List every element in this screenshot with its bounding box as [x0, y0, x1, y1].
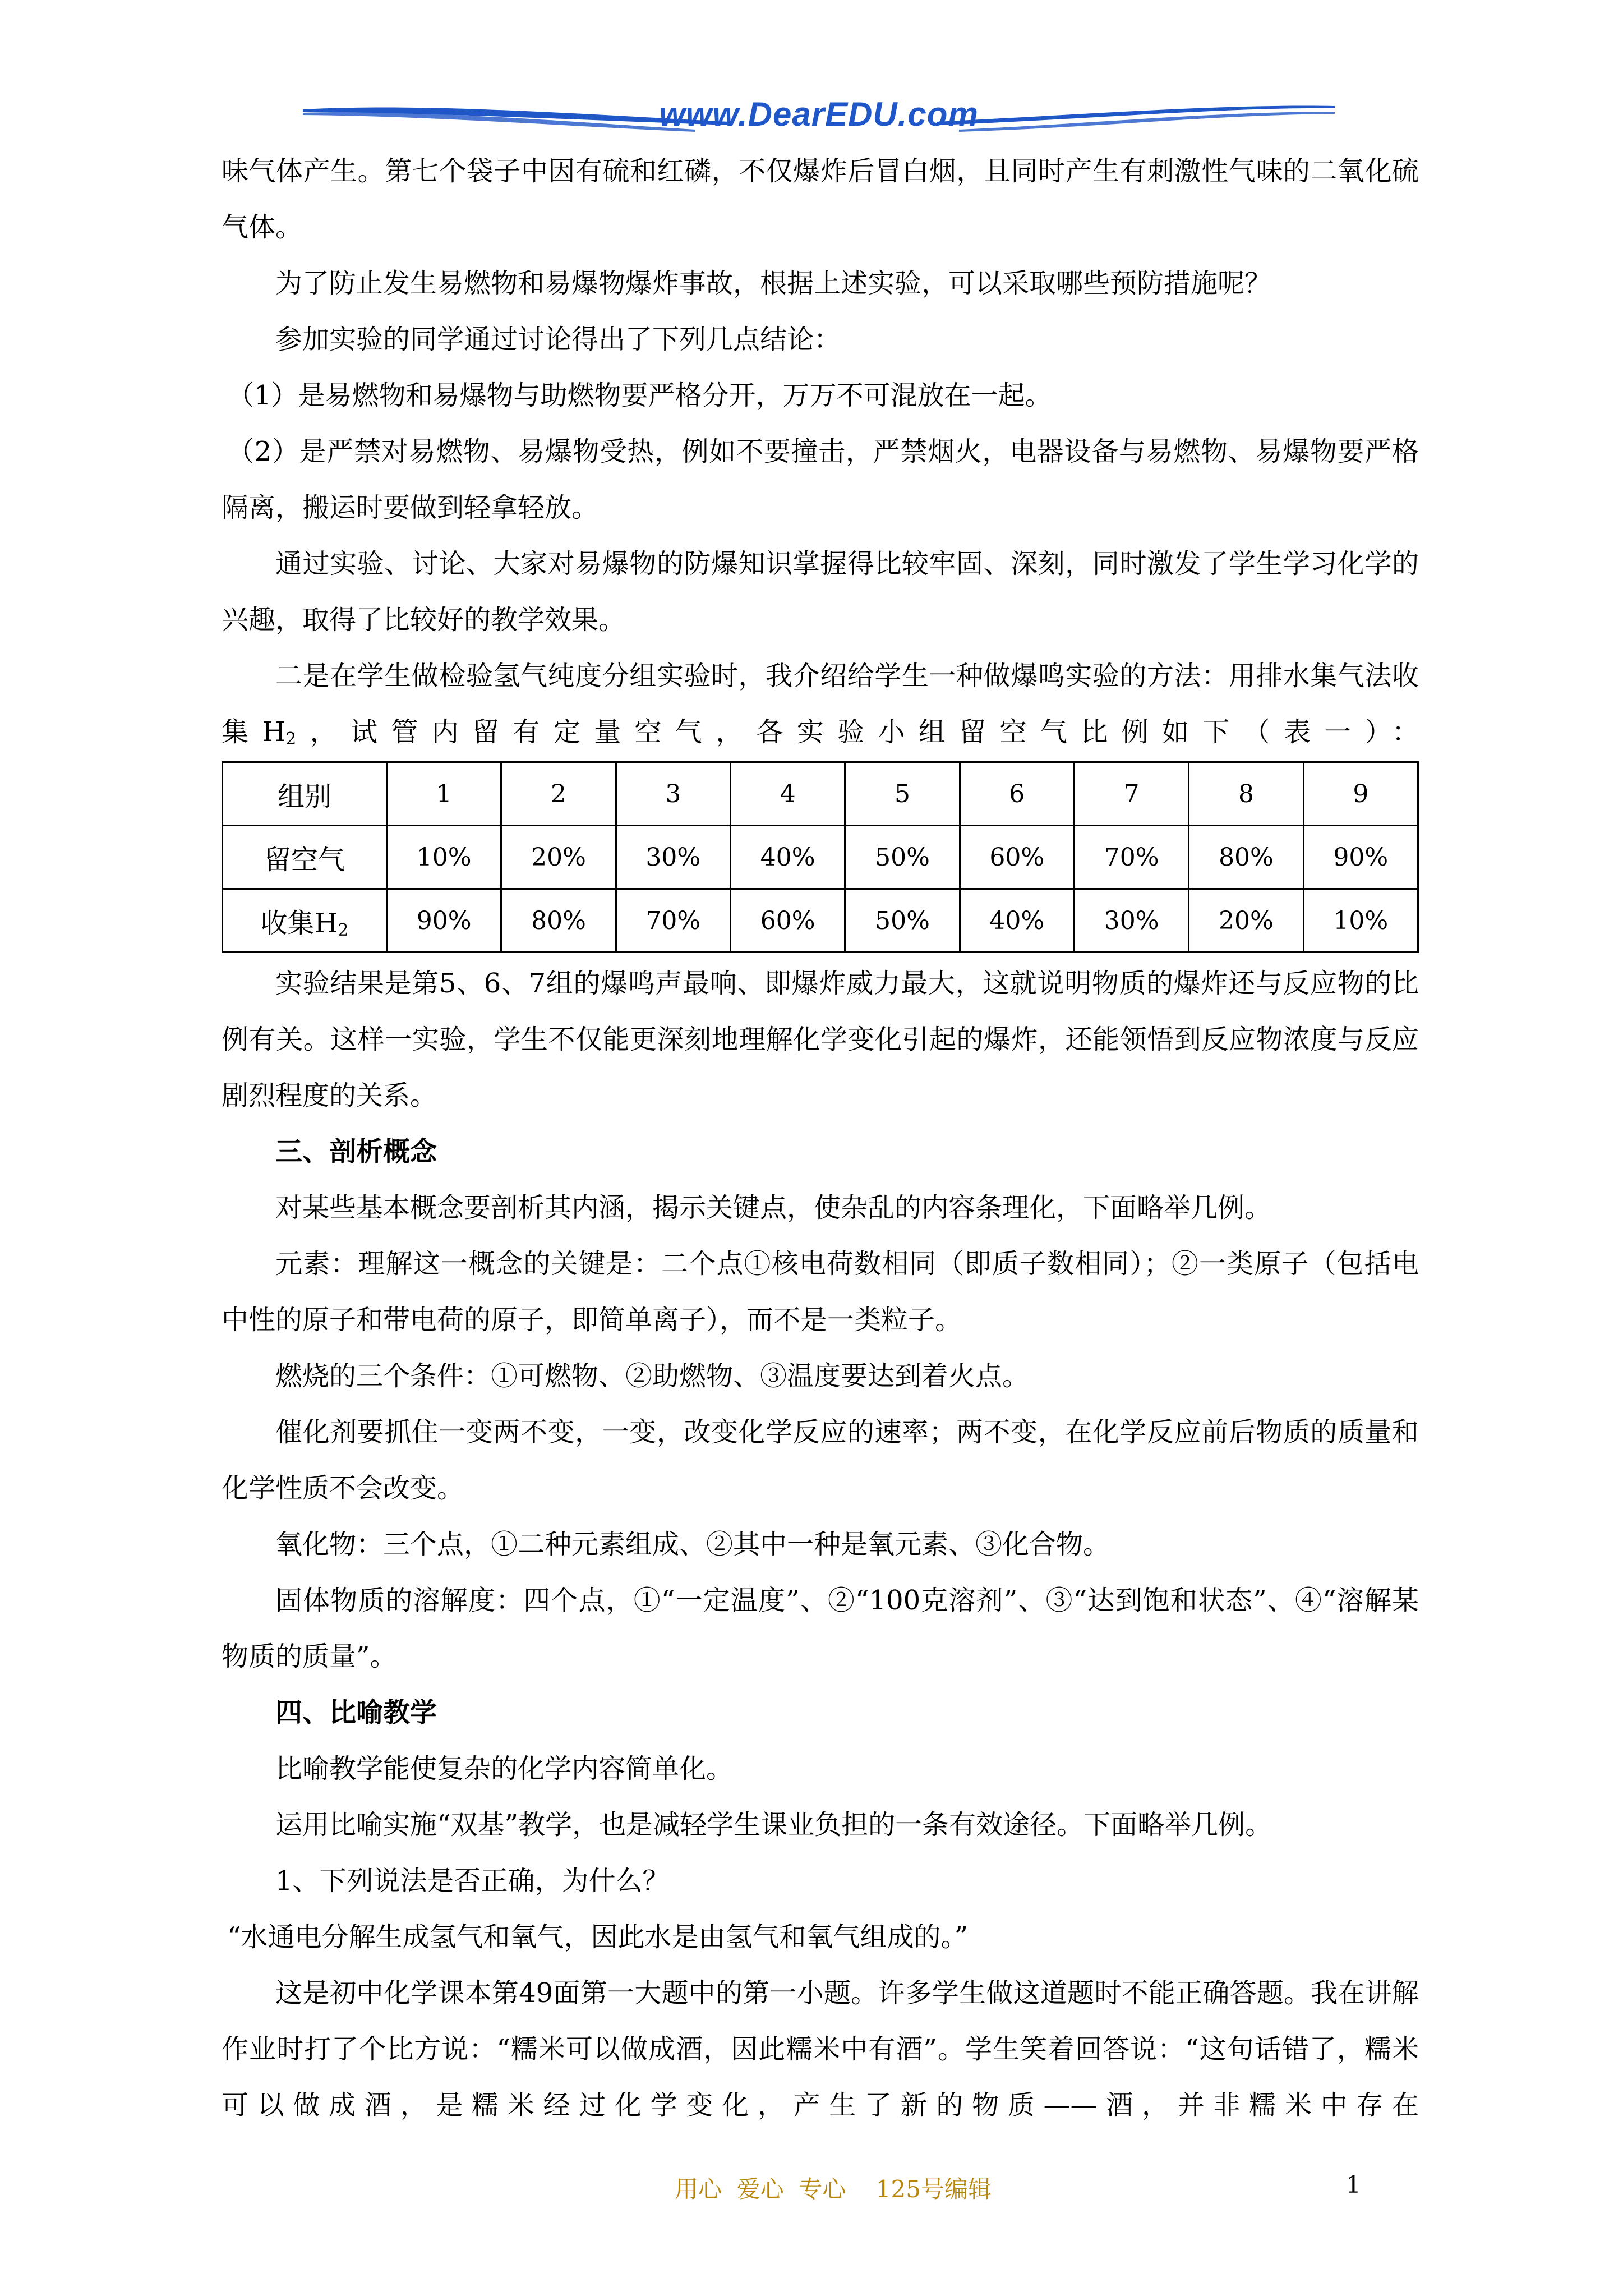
table-cell: 50%: [845, 826, 960, 889]
subscript: 2: [285, 729, 297, 749]
table-cell: 90%: [1303, 826, 1418, 889]
table-cell: 8: [1189, 762, 1303, 826]
section-heading: 四、比喻教学: [275, 1697, 437, 1728]
paragraph: 催化剂要抓住一变两不变，一变，改变化学反应的速率；两不变，在化学反应前后物质的质量和化学性质不会改变。: [222, 1416, 1419, 1504]
paragraph: 固体物质的溶解度：四个点，①“一定温度”、②“100克溶剂”、③“达到饱和状态”、④“溶解某物质的质量”。: [222, 1585, 1419, 1672]
paragraph: 味气体产生。第七个袋子中因有硫和红磷，不仅爆炸后冒白烟，且同时产生有刺激性气味的二氧化硫气体。: [222, 155, 1419, 243]
table-cell: 20%: [501, 826, 616, 889]
paragraph: 为了防止发生易燃物和易爆物爆炸事故，根据上述实验，可以采取哪些预防措施呢？: [275, 268, 1272, 299]
paragraph: 元素：理解这一概念的关键是：二个点①核电荷数相同（即质子数相同）；②一类原子（包括电中性的原子和带电荷的原子，即简单离子），而不是一类粒子。: [222, 1248, 1419, 1336]
table-cell: 2: [501, 762, 616, 826]
paragraph: 氧化物：三个点，①二种元素组成、②其中一种是氧元素、③化合物。: [275, 1529, 1110, 1560]
table-row: [223, 762, 1418, 826]
table-row: [223, 826, 1418, 889]
table-cell: 70%: [616, 889, 730, 953]
table-row: [223, 889, 1418, 953]
row-header: 留空气: [223, 826, 387, 889]
site-url: www.DearEDU.com: [659, 95, 979, 133]
article-body: [222, 143, 1419, 2133]
table-cell: 70%: [1074, 826, 1188, 889]
table-cell: 10%: [1303, 889, 1418, 953]
text-run: 二是在学生做检验氢气纯度分组实验时，我介绍给学生一种做爆鸣实验的方法：用排水集气法收集H: [222, 660, 1419, 748]
table-cell: 6: [960, 762, 1074, 826]
row-header: 组别: [223, 762, 387, 826]
text-run: ，试管内留有定量空气，各实验小组留空气比例如下（表一）：: [296, 716, 1419, 748]
table-cell: 3: [616, 762, 730, 826]
table-cell: 7: [1074, 762, 1188, 826]
paragraph: 比喻教学能使复杂的化学内容简单化。: [275, 1753, 734, 1784]
paragraph: 这是初中化学课本第49面第一大题中的第一小题。许多学生做这道题时不能正确答题。我在讲解作业时打了个比方说：“糯米可以做成酒，因此糯米中有酒”。学生笑着回答说：“这句话错了，糯米可以做成酒，是糯米经过化学变化，产生了新的物质——酒，并非糯米中存在: [222, 1977, 1419, 2121]
table-cell: 80%: [1189, 826, 1303, 889]
row-header: [223, 889, 387, 953]
table-cell: 20%: [1189, 889, 1303, 953]
paragraph: [222, 648, 1419, 760]
table-cell: 80%: [501, 889, 616, 953]
subscript: 2: [338, 920, 349, 940]
table-cell: 4: [730, 762, 845, 826]
table-cell: 30%: [616, 826, 730, 889]
ratio-table: [222, 761, 1419, 953]
paragraph: 1、下列说法是否正确，为什么？: [275, 1865, 670, 1897]
table-cell: 30%: [1074, 889, 1188, 953]
paragraph: 运用比喻实施“双基”教学，也是减轻学生课业负担的一条有效途径。下面略举几例。: [275, 1809, 1272, 1841]
paragraph: 实验结果是第5、6、7组的爆鸣声最响、即爆炸威力最大，这就说明物质的爆炸还与反应物的比例有关。这样一实验，学生不仅能更深刻地理解化学变化引起的爆炸，还能领悟到反应物浓度与反应剧烈程度的关系。: [222, 968, 1419, 1111]
table-cell: 60%: [960, 826, 1074, 889]
paragraph: 燃烧的三个条件：①可燃物、②助燃物、③温度要达到着火点。: [275, 1360, 1030, 1392]
quote: “水通电分解生成氢气和氧气，因此水是由氢气和氧气组成的。”: [227, 1921, 969, 1953]
table-cell: 5: [845, 762, 960, 826]
paragraph: 参加实验的同学通过讨论得出了下列几点结论：: [275, 324, 841, 355]
conclusion-item: （1）是易燃物和易爆物与助燃物要严格分开，万万不可混放在一起。: [227, 380, 1052, 411]
table-cell: 50%: [845, 889, 960, 953]
text-run: 收集H: [260, 907, 338, 939]
footer-note: 用心 爱心 专心 125号编辑: [675, 2175, 992, 2203]
table-cell: 1: [387, 762, 501, 826]
table-cell: 40%: [730, 826, 845, 889]
section-heading: 三、剖析概念: [275, 1136, 437, 1167]
site-header: [303, 95, 1335, 149]
paragraph: 对某些基本概念要剖析其内涵，揭示关键点，使杂乱的内容条理化，下面略举几例。: [275, 1192, 1272, 1223]
table-cell: 90%: [387, 889, 501, 953]
conclusion-item: （2）是严禁对易燃物、易爆物受热，例如不要撞击，严禁烟火，电器设备与易燃物、易爆物要严格隔离，搬运时要做到轻拿轻放。: [222, 436, 1419, 523]
table-cell: 10%: [387, 826, 501, 889]
page-number: 1: [1346, 2171, 1361, 2198]
paragraph: 通过实验、讨论、大家对易爆物的防爆知识掌握得比较牢固、深刻，同时激发了学生学习化学的兴趣，取得了比较好的教学效果。: [222, 548, 1419, 636]
table-cell: 9: [1303, 762, 1418, 826]
table-cell: 60%: [730, 889, 845, 953]
table-cell: 40%: [960, 889, 1074, 953]
